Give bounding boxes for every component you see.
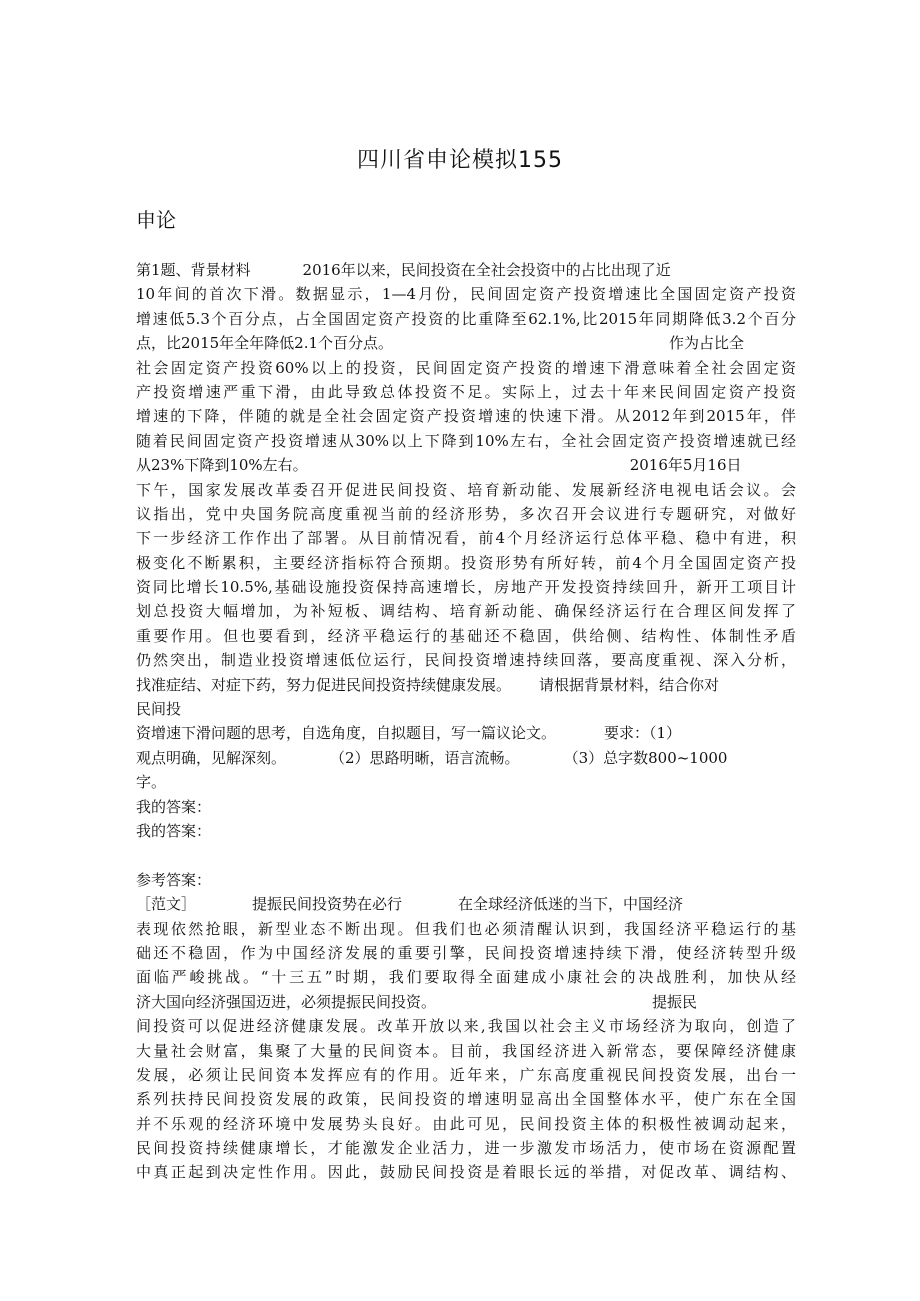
text-segment: 要求：（1）	[604, 724, 682, 743]
text-segment: 观点明确，见解深刻。	[136, 748, 287, 767]
section-heading: 申论	[136, 208, 176, 232]
text-line	[136, 453, 796, 477]
text-line: 础还不稳固，作为中国经济发展的重要引擎，民间投资增速持续下滑，使经济转型升级	[136, 943, 796, 962]
text-line: 随着民间固定资产投资增速从30%以上下降到10%左右，全社会固定资产投资增速就已经	[136, 431, 796, 450]
text-line	[136, 746, 796, 770]
text-line: 系列扶持民间投资发展的政策，民间投资的增速明显高出全国整体水平，使广东在全国	[136, 1090, 796, 1109]
text-segment: 济大国向经济强国迈进，必须提振民间投资。	[136, 992, 437, 1011]
text-segment: 资增速下滑问题的思考，自选角度，自拟题目，写一篇议论文。	[136, 724, 557, 743]
text-segment: 提振民间投资势在必行	[252, 895, 403, 914]
text-line	[136, 258, 796, 282]
text-line: 字。	[136, 773, 167, 792]
text-segment: 从23%下降到10%左右。	[136, 456, 308, 475]
text-line: 重要作用。但也要看到，经济平稳运行的基础还不稳固，供给侧、结构性、体制性矛盾	[136, 626, 796, 645]
document-title: 四川省申论模拟155	[357, 148, 563, 173]
text-segment: 点，比2015年全年降低2.1个百分点。	[136, 334, 394, 353]
text-line	[136, 892, 796, 916]
document-body	[136, 258, 796, 1185]
text-line: 大量社会财富，集聚了大量的民间资本。目前，我国经济进入新常态，要保障经济健康	[136, 1041, 796, 1060]
text-line: 增速低5.3个百分点，占全国固定资产投资的比重降至62.1%,比2015年同期降低3.2个百分	[136, 309, 796, 328]
text-line: 仍然突出，制造业投资增速低位运行，民间投资增速持续回落，要高度重视、深入分析，	[136, 651, 796, 670]
text-line: 极变化不断累积，主要经济指标符合预期。投资形势有所好转，前4个月全国固定资产投	[136, 553, 796, 572]
text-line: 产投资增速严重下滑，由此导致总体投资不足。实际上，过去十年来民间固定资产投资	[136, 382, 796, 401]
text-segment: 在全球经济低迷的当下，中国经济	[458, 895, 684, 914]
blank-line	[136, 843, 796, 867]
text-line: 我的答案：	[136, 821, 212, 840]
text-line: 间投资可以促进经济健康发展。改革开放以来,我国以社会主义市场经济为取向，创造了	[136, 1017, 796, 1036]
text-line: 下午，国家发展改革委召开促进民间投资、培育新动能、发展新经济电视电话会议。会	[136, 480, 796, 499]
text-segment: 作为占比全	[669, 334, 745, 353]
text-segment: 提振民	[652, 992, 698, 1011]
text-segment: 请根据背景材料，结合你对	[539, 675, 720, 694]
text-segment: 第1题、背景材料	[136, 261, 251, 279]
text-line: 社会固定资产投资60%以上的投资，民间固定资产投资的增速下滑意味着全社会固定资	[136, 358, 796, 377]
text-segment: ［范文］	[136, 895, 197, 914]
text-segment: （3）总字数800~1000	[563, 748, 728, 767]
text-line: 发展，必须让民间资本发挥应有的作用。近年来，广东高度重视民间投资发展，出台一	[136, 1065, 796, 1084]
text-line: 下一步经济工作作出了部署。从目前情况看，前4个月经济运行总体平稳、稳中有进，积	[136, 529, 796, 548]
text-line	[136, 673, 796, 697]
text-line: 资同比增长10.5%,基础设施投资保持高速增长，房地产开发投资持续回升，新开工项目计	[136, 578, 796, 597]
text-line	[136, 990, 796, 1014]
text-line: 并不乐观的经济环境中发展势头良好。由此可见，民间投资主体的积极性被调动起来，	[136, 1114, 796, 1133]
text-line	[136, 331, 796, 355]
text-line: 民间投资持续健康增长，才能激发企业活力，进一步激发市场活力，使市场在资源配置	[136, 1139, 796, 1158]
text-line: 议指出，党中央国务院高度重视当前的经济形势，多次召开会议进行专题研究，对做好	[136, 504, 796, 523]
text-line: 我的答案：	[136, 797, 212, 816]
text-line: 面临严峻挑战。“十三五”时期，我们要取得全面建成小康社会的决战胜利，加快从经	[136, 968, 796, 987]
text-line: 民间投	[136, 700, 182, 719]
text-line: 增速的下降，伴随的就是全社会固定资产投资增速的快速下滑。从2012年到2015年，伴	[136, 407, 796, 426]
text-line: 表现依然抢眼，新型业态不断出现。但我们也必须清醒认识到，我国经济平稳运行的基	[136, 919, 796, 938]
text-line: 10年间的首次下滑。数据显示，1—4月份，民间固定资产投资增速比全国固定资产投资	[136, 285, 796, 304]
text-line	[136, 721, 796, 745]
text-line: 中真正起到决定性作用。因此，鼓励民间投资是着眼长远的举措，对促改革、调结构、	[136, 1163, 796, 1182]
text-segment: 2016年5月16日	[629, 456, 742, 475]
text-segment: 2016年以来，民间投资在全社会投资中的占比出现了近	[302, 261, 671, 279]
text-segment: 找准症结、对症下药，努力促进民间投资持续健康发展。	[136, 675, 512, 694]
text-segment: （2）思路明晰，语言流畅。	[330, 748, 520, 767]
text-line: 参考答案：	[136, 870, 212, 889]
text-line: 划总投资大幅增加，为补短板、调结构、培育新动能、确保经济运行在合理区间发挥了	[136, 602, 796, 621]
